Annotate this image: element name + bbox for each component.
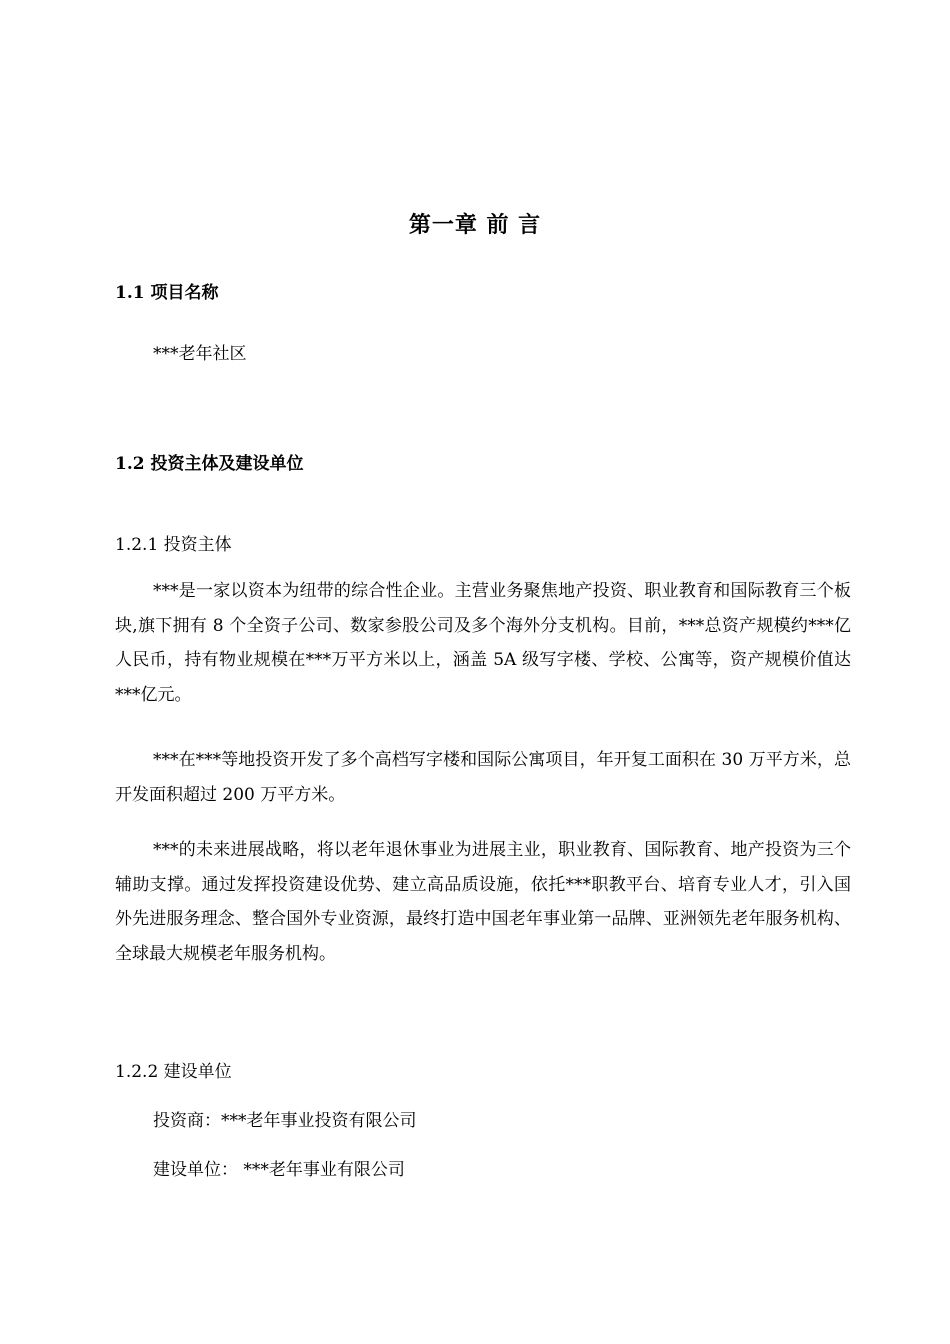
body-paragraph: ***是一家以资本为纽带的综合性企业。主营业务聚焦地产投资、职业教育和国际教育三个板块,旗下拥有 8 个全资子公司、数家参股公司及多个海外分支机构。目前，***总资产规模约***亿人民币，持有物业规模在***万平方米以上，涵盖 5A 级写字楼、学校、公寓等，资产规模价值达***亿元。 <box>115 581 851 705</box>
project-name: ***老年社区 <box>153 344 247 364</box>
chapter-title: 第一章 前 言 <box>408 213 542 238</box>
section-heading-1-2: 1.2 投资主体及建设单位 <box>115 454 304 474</box>
body-paragraph: ***的未来进展战略，将以老年退休事业为进展主业，职业教育、国际教育、地产投资为三个辅助支撑。通过发挥投资建设优势、建立高品质设施，依托***职教平台、培育专业人才，引入国外先进服务理念、整合国外专业资源，最终打造中国老年事业第一品牌、亚洲领先老年服务机构、全球最大规模老年服务机构。 <box>115 840 851 964</box>
section-heading-1-1: 1.1 项目名称 <box>115 283 219 303</box>
subsection-heading-1-2-1: 1.2.1 投资主体 <box>115 535 232 555</box>
investor-line: 投资商：***老年事业投资有限公司 <box>153 1111 417 1131</box>
builder-line: 建设单位： ***老年事业有限公司 <box>153 1160 405 1180</box>
body-paragraph: ***在***等地投资开发了多个高档写字楼和国际公寓项目，年开复工面积在 30 万平方米，总开发面积超过 200 万平方米。 <box>115 750 851 805</box>
subsection-heading-1-2-2: 1.2.2 建设单位 <box>115 1062 232 1082</box>
